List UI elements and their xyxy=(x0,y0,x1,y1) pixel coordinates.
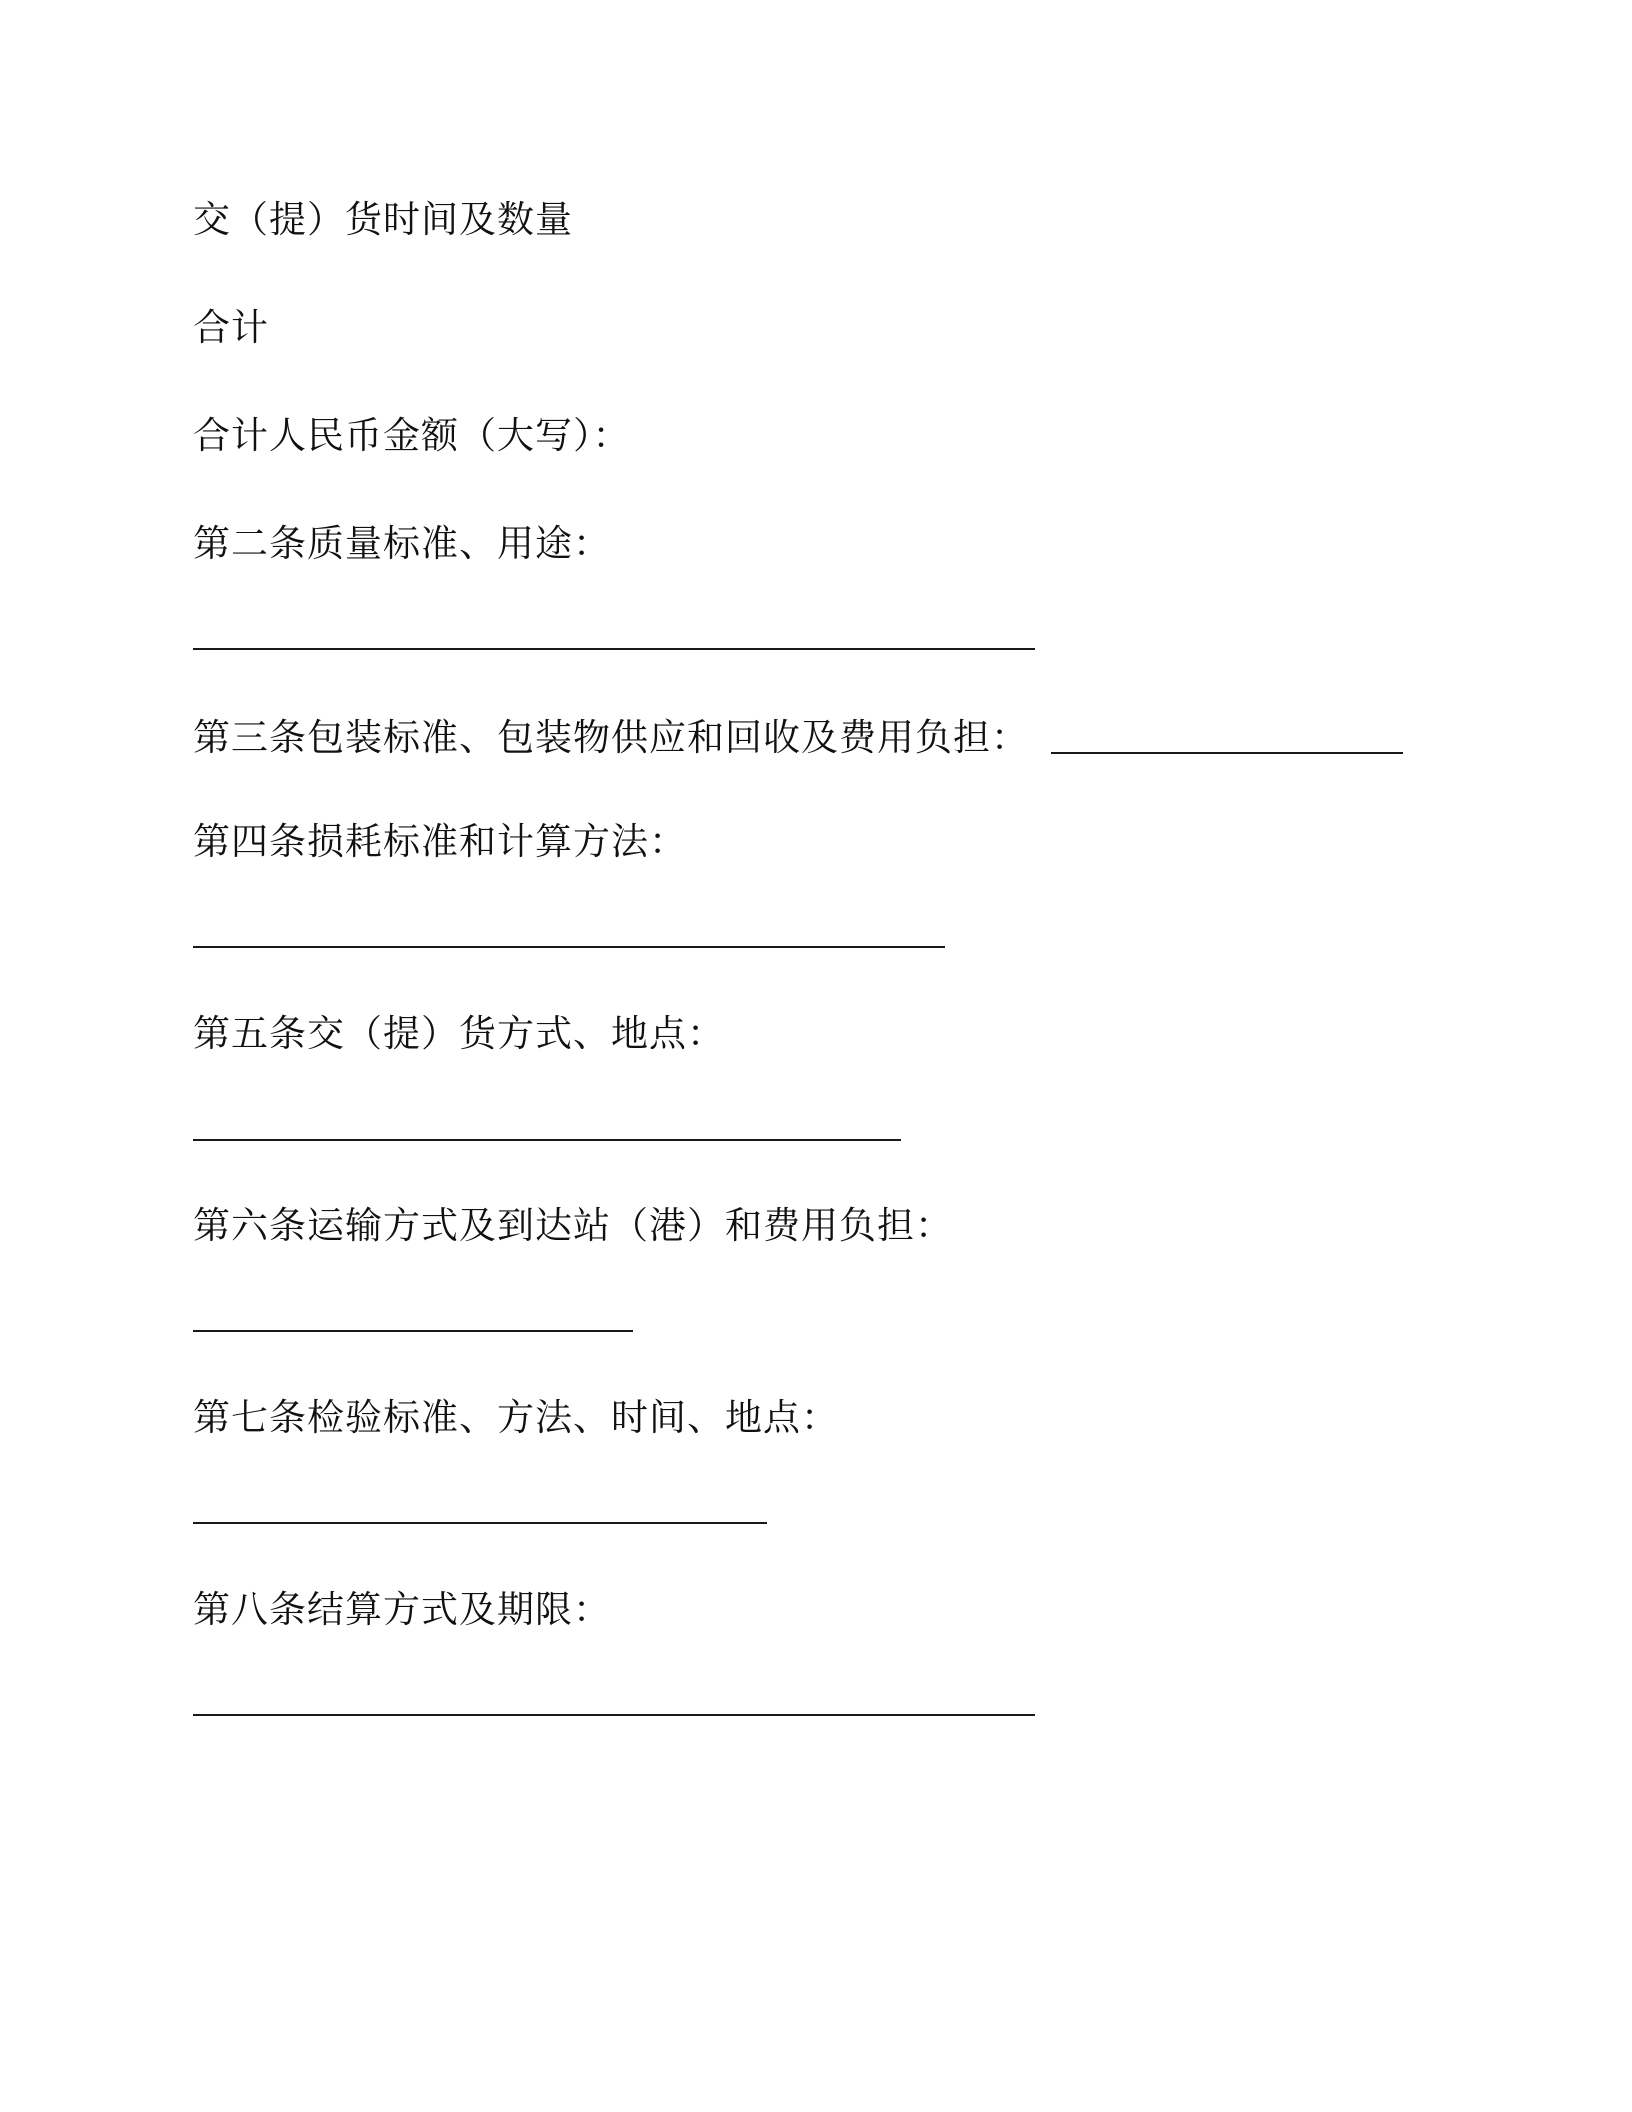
article-8-blank-line[interactable] xyxy=(193,1714,1035,1716)
article-3-row xyxy=(193,714,1403,762)
total-rmb-amount-label: 合计人民币金额（大写）： xyxy=(193,414,631,457)
article-8-label: 第八条结算方式及期限： xyxy=(193,1588,611,1631)
article-7-label: 第七条检验标准、方法、时间、地点： xyxy=(193,1396,839,1439)
article-2-blank-line[interactable] xyxy=(193,648,1035,650)
article-6-label: 第六条运输方式及到达站（港）和费用负担： xyxy=(193,1204,953,1247)
article-5-blank-line[interactable] xyxy=(193,1139,901,1141)
article-4-blank-line[interactable] xyxy=(193,946,945,948)
article-7-blank-line[interactable] xyxy=(193,1522,767,1524)
article-5-label: 第五条交（提）货方式、地点： xyxy=(193,1012,725,1055)
total-label: 合计 xyxy=(193,306,269,349)
article-3-blank-line[interactable] xyxy=(1051,752,1403,754)
delivery-time-quantity-heading: 交（提）货时间及数量 xyxy=(193,198,573,241)
article-3-label: 第三条包装标准、包装物供应和回收及费用负担： xyxy=(193,716,1029,759)
article-6-blank-line[interactable] xyxy=(193,1330,633,1332)
article-4-label: 第四条损耗标准和计算方法： xyxy=(193,820,687,863)
article-2-label: 第二条质量标准、用途： xyxy=(193,522,611,565)
